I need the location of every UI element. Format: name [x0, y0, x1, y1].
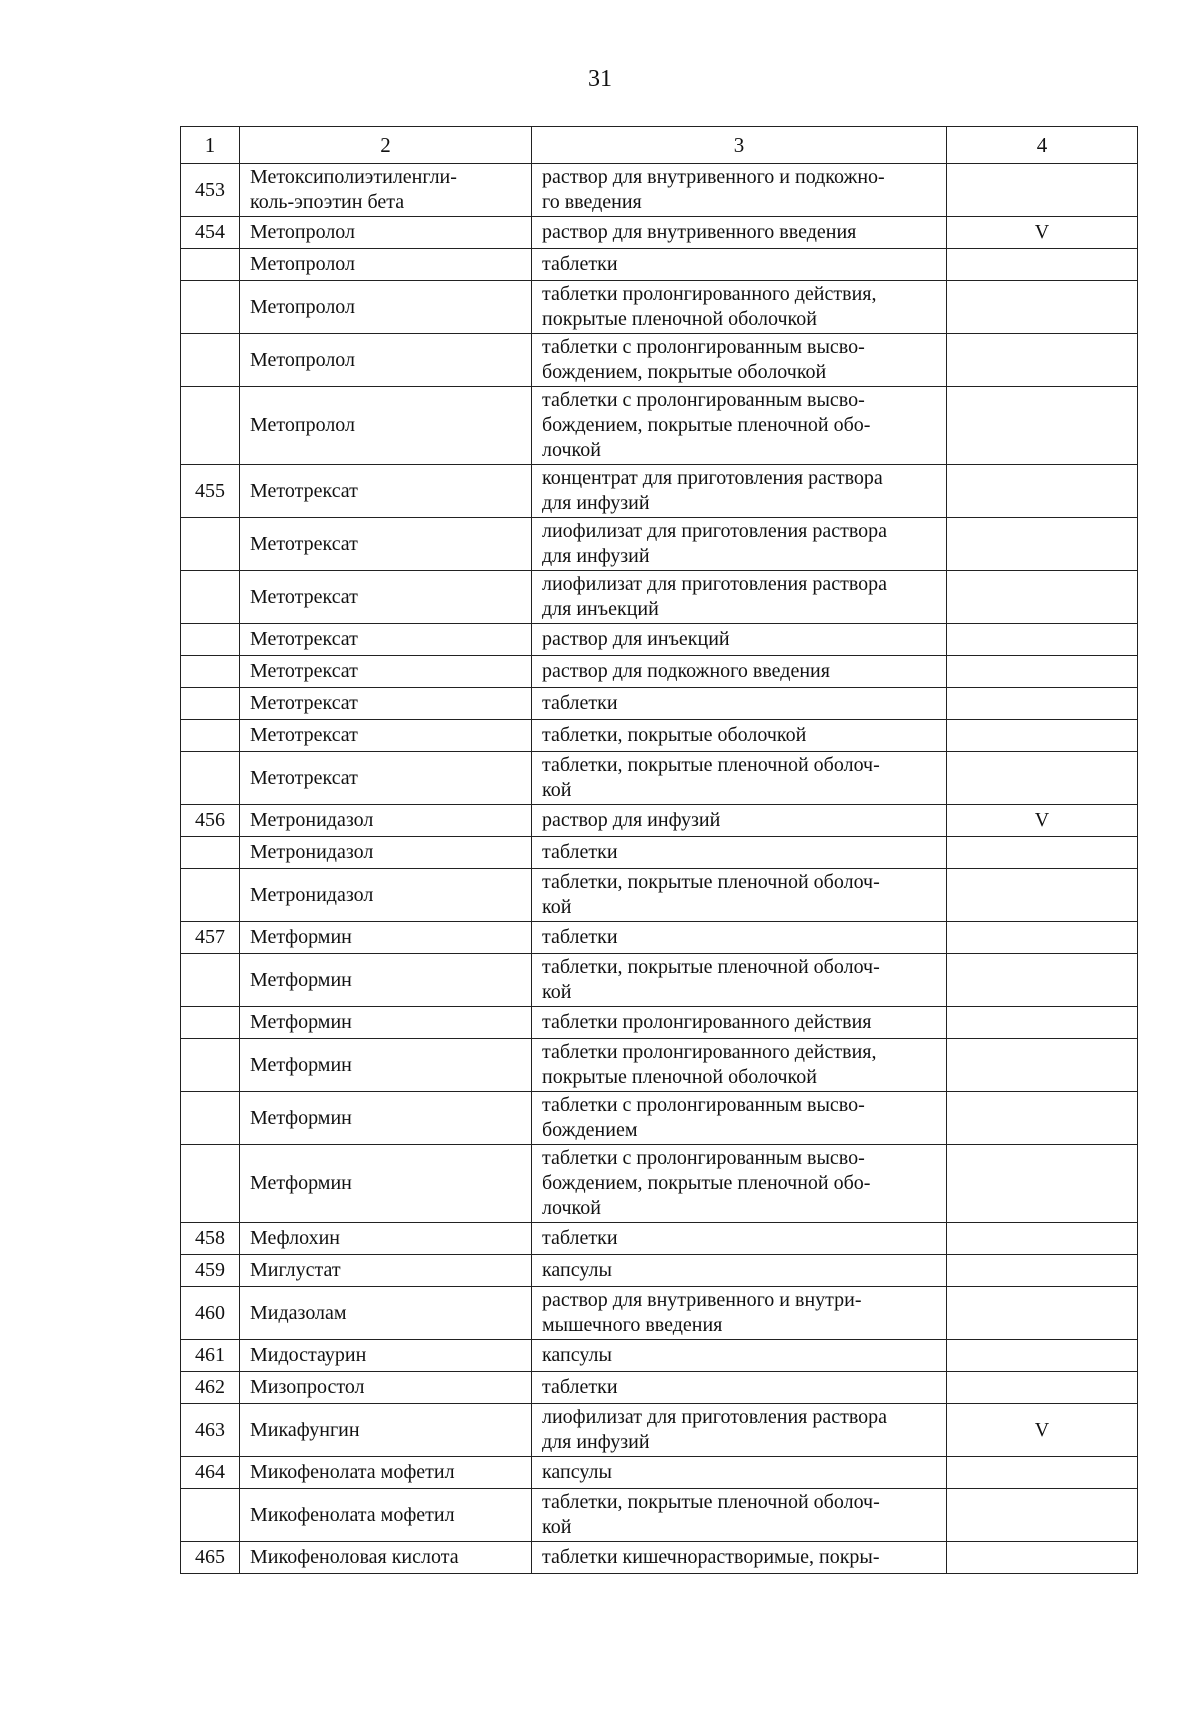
table-row — [181, 805, 1138, 837]
drug-name: Метотрексат — [240, 720, 532, 752]
mark — [947, 1457, 1138, 1489]
row-number — [181, 1092, 240, 1145]
dosage-form: таблетки, покрытые пленочной оболоч- кой — [532, 1489, 947, 1542]
row-number — [181, 281, 240, 334]
mark — [947, 249, 1138, 281]
dosage-form: раствор для внутривенного введения — [532, 217, 947, 249]
table-row — [181, 869, 1138, 922]
dosage-form: раствор для внутривенного и внутри- мышечного введения — [532, 1287, 947, 1340]
drug-name: Мидостаурин — [240, 1340, 532, 1372]
table-row — [181, 1007, 1138, 1039]
dosage-form: таблетки пролонгированного действия, покрытые пленочной оболочкой — [532, 281, 947, 334]
table-row — [181, 656, 1138, 688]
drug-name: Метотрексат — [240, 624, 532, 656]
drug-name: Микофенолата мофетил — [240, 1489, 532, 1542]
drug-name: Микафунгин — [240, 1404, 532, 1457]
table-row — [181, 1457, 1138, 1489]
row-number — [181, 1489, 240, 1542]
mark — [947, 1092, 1138, 1145]
mark — [947, 954, 1138, 1007]
row-number: 457 — [181, 922, 240, 954]
mark — [947, 1145, 1138, 1223]
table-row — [181, 164, 1138, 217]
row-number — [181, 688, 240, 720]
dosage-form: лиофилизат для приготовления раствора для инфузий — [532, 1404, 947, 1457]
dosage-form: таблетки, покрытые оболочкой — [532, 720, 947, 752]
table-row — [181, 1340, 1138, 1372]
mark — [947, 752, 1138, 805]
dosage-form: таблетки с пролонгированным высво- бождением, покрытые пленочной обо- лочкой — [532, 1145, 947, 1223]
row-number — [181, 334, 240, 387]
dosage-form: раствор для внутривенного и подкожно- го введения — [532, 164, 947, 217]
table-row — [181, 752, 1138, 805]
dosage-form: таблетки с пролонгированным высво- бождением — [532, 1092, 947, 1145]
header-col-3: 3 — [532, 127, 947, 164]
table-row — [181, 518, 1138, 571]
row-number — [181, 624, 240, 656]
row-number — [181, 518, 240, 571]
row-number: 453 — [181, 164, 240, 217]
row-number: 461 — [181, 1340, 240, 1372]
dosage-form: таблетки, покрытые пленочной оболоч- кой — [532, 954, 947, 1007]
table-row — [181, 720, 1138, 752]
table-row — [181, 624, 1138, 656]
row-number: 464 — [181, 1457, 240, 1489]
dosage-form: таблетки, покрытые пленочной оболоч- кой — [532, 869, 947, 922]
table-row — [181, 571, 1138, 624]
medication-table — [180, 126, 1138, 1574]
mark: V — [947, 805, 1138, 837]
table-row — [181, 1223, 1138, 1255]
dosage-form: таблетки — [532, 922, 947, 954]
drug-name: Метотрексат — [240, 688, 532, 720]
dosage-form: капсулы — [532, 1255, 947, 1287]
mark: V — [947, 217, 1138, 249]
dosage-form: таблетки — [532, 688, 947, 720]
table-row — [181, 387, 1138, 465]
row-number: 458 — [181, 1223, 240, 1255]
table-row — [181, 217, 1138, 249]
drug-name: Метопролол — [240, 217, 532, 249]
dosage-form: раствор для инъекций — [532, 624, 947, 656]
row-number — [181, 837, 240, 869]
mark — [947, 281, 1138, 334]
row-number — [181, 720, 240, 752]
drug-name: Метформин — [240, 1092, 532, 1145]
mark — [947, 1372, 1138, 1404]
drug-name: Метотрексат — [240, 465, 532, 518]
drug-name: Метотрексат — [240, 571, 532, 624]
table-row — [181, 1255, 1138, 1287]
table-row — [181, 249, 1138, 281]
row-number: 460 — [181, 1287, 240, 1340]
mark — [947, 922, 1138, 954]
row-number — [181, 656, 240, 688]
drug-name: Метронидазол — [240, 869, 532, 922]
drug-name: Метотрексат — [240, 518, 532, 571]
table-row — [181, 1372, 1138, 1404]
drug-name: Метопролол — [240, 249, 532, 281]
mark — [947, 387, 1138, 465]
dosage-form: лиофилизат для приготовления раствора для инфузий — [532, 518, 947, 571]
drug-name: Микофенолата мофетил — [240, 1457, 532, 1489]
table-row — [181, 1287, 1138, 1340]
drug-name: Метопролол — [240, 387, 532, 465]
dosage-form: таблетки, покрытые пленочной оболоч- кой — [532, 752, 947, 805]
mark — [947, 688, 1138, 720]
table-row — [181, 465, 1138, 518]
mark — [947, 1007, 1138, 1039]
table-row — [181, 922, 1138, 954]
drug-name: Метоксиполиэтиленгли- коль-эпоэтин бета — [240, 164, 532, 217]
row-number: 462 — [181, 1372, 240, 1404]
header-row — [181, 127, 1138, 164]
drug-name: Микофеноловая кислота — [240, 1542, 532, 1574]
table-row — [181, 1092, 1138, 1145]
mark — [947, 1287, 1138, 1340]
row-number: 465 — [181, 1542, 240, 1574]
row-number: 454 — [181, 217, 240, 249]
drug-name: Метотрексат — [240, 752, 532, 805]
drug-name: Мизопростол — [240, 1372, 532, 1404]
row-number — [181, 1145, 240, 1223]
mark — [947, 1489, 1138, 1542]
drug-name: Метформин — [240, 922, 532, 954]
page-number: 31 — [588, 66, 612, 92]
table-row — [181, 1404, 1138, 1457]
table-row — [181, 837, 1138, 869]
mark — [947, 837, 1138, 869]
row-number: 463 — [181, 1404, 240, 1457]
table-row — [181, 281, 1138, 334]
mark — [947, 1542, 1138, 1574]
drug-name: Метформин — [240, 954, 532, 1007]
mark — [947, 1039, 1138, 1092]
drug-name: Миглустат — [240, 1255, 532, 1287]
row-number — [181, 249, 240, 281]
drug-name: Мефлохин — [240, 1223, 532, 1255]
dosage-form: таблетки — [532, 837, 947, 869]
row-number — [181, 954, 240, 1007]
table-body — [181, 164, 1138, 1574]
drug-name: Метформин — [240, 1007, 532, 1039]
dosage-form: таблетки кишечнорастворимые, покры- — [532, 1542, 947, 1574]
table-row — [181, 1489, 1138, 1542]
dosage-form: концентрат для приготовления раствора для инфузий — [532, 465, 947, 518]
dosage-form: раствор для инфузий — [532, 805, 947, 837]
row-number: 456 — [181, 805, 240, 837]
table-row — [181, 1039, 1138, 1092]
dosage-form: лиофилизат для приготовления раствора для инъекций — [532, 571, 947, 624]
mark — [947, 720, 1138, 752]
table-row — [181, 688, 1138, 720]
dosage-form: таблетки пролонгированного действия, покрытые пленочной оболочкой — [532, 1039, 947, 1092]
mark — [947, 656, 1138, 688]
table-row — [181, 334, 1138, 387]
mark — [947, 1255, 1138, 1287]
drug-name: Метронидазол — [240, 805, 532, 837]
dosage-form: раствор для подкожного введения — [532, 656, 947, 688]
row-number — [181, 869, 240, 922]
mark — [947, 1340, 1138, 1372]
dosage-form: таблетки пролонгированного действия — [532, 1007, 947, 1039]
row-number — [181, 1007, 240, 1039]
header-col-1: 1 — [181, 127, 240, 164]
mark — [947, 624, 1138, 656]
dosage-form: таблетки с пролонгированным высво- бождением, покрытые пленочной обо- лочкой — [532, 387, 947, 465]
drug-name: Метотрексат — [240, 656, 532, 688]
row-number — [181, 1039, 240, 1092]
mark — [947, 571, 1138, 624]
drug-name: Метронидазол — [240, 837, 532, 869]
drug-name: Метопролол — [240, 281, 532, 334]
dosage-form: таблетки — [532, 1372, 947, 1404]
mark: V — [947, 1404, 1138, 1457]
dosage-form: капсулы — [532, 1340, 947, 1372]
table-row — [181, 954, 1138, 1007]
row-number — [181, 571, 240, 624]
header-col-4: 4 — [947, 127, 1138, 164]
row-number: 455 — [181, 465, 240, 518]
dosage-form: таблетки — [532, 1223, 947, 1255]
drug-name: Метопролол — [240, 334, 532, 387]
table-row — [181, 1542, 1138, 1574]
drug-name: Мидазолам — [240, 1287, 532, 1340]
header-col-2: 2 — [240, 127, 532, 164]
row-number: 459 — [181, 1255, 240, 1287]
mark — [947, 465, 1138, 518]
table-row — [181, 1145, 1138, 1223]
mark — [947, 164, 1138, 217]
drug-name: Метформин — [240, 1145, 532, 1223]
mark — [947, 869, 1138, 922]
mark — [947, 518, 1138, 571]
row-number — [181, 752, 240, 805]
dosage-form: капсулы — [532, 1457, 947, 1489]
dosage-form: таблетки с пролонгированным высво- бождением, покрытые оболочкой — [532, 334, 947, 387]
row-number — [181, 387, 240, 465]
drug-name: Метформин — [240, 1039, 532, 1092]
mark — [947, 334, 1138, 387]
mark — [947, 1223, 1138, 1255]
dosage-form: таблетки — [532, 249, 947, 281]
